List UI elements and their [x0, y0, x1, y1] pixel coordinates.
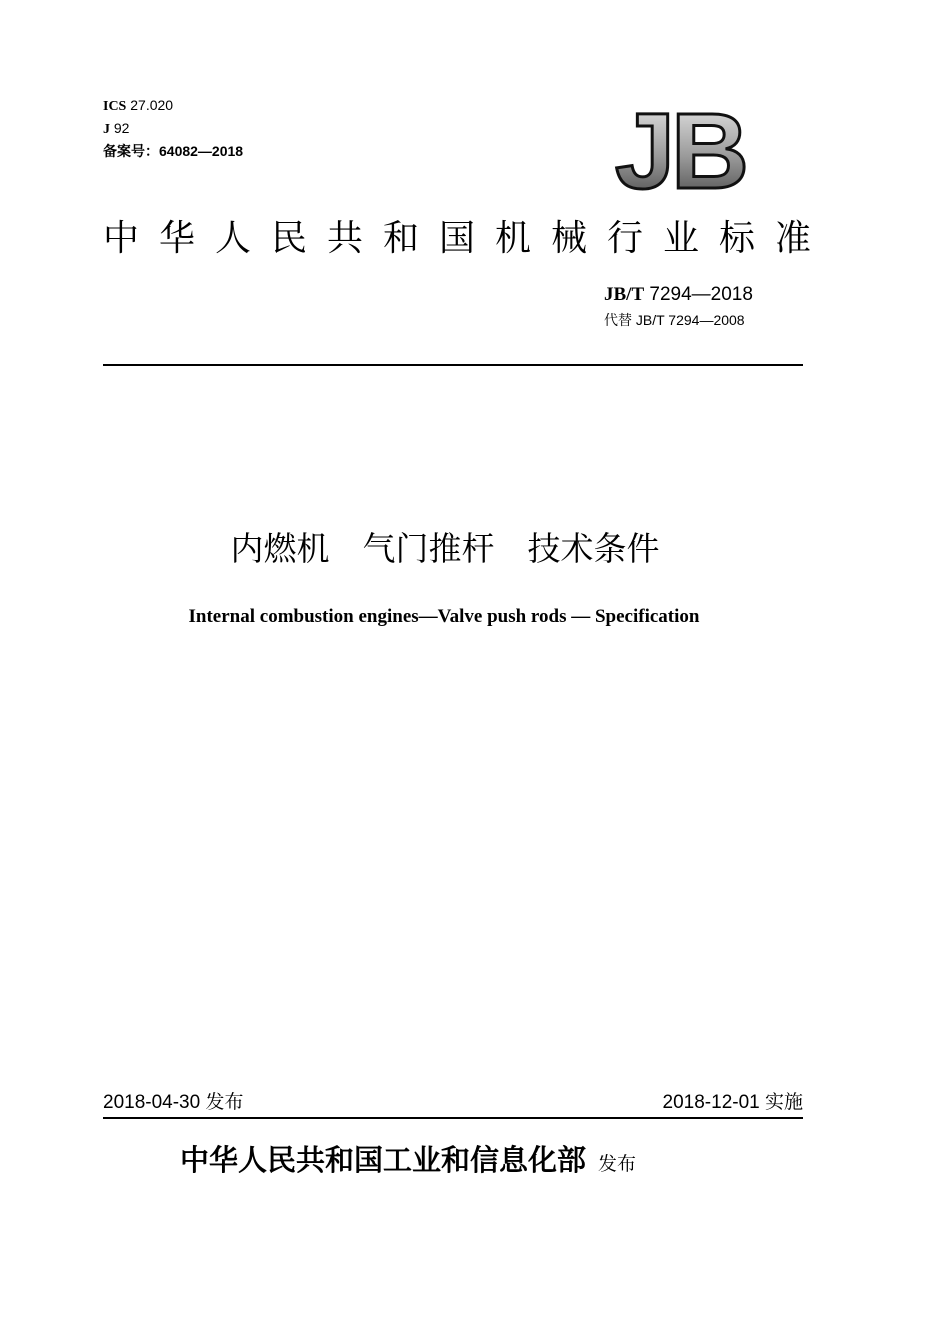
j-value: 92	[110, 120, 130, 136]
document-title-en: Internal combustion engines—Valve push rods — Specification	[188, 606, 700, 627]
classification-code	[103, 117, 129, 141]
standard-prefix: JB/T	[604, 284, 645, 305]
standard-number	[604, 283, 753, 307]
implementation-date: 2018-12-01 实施	[662, 1092, 803, 1113]
ics-value: 27.020	[126, 97, 174, 113]
footer-divider	[103, 1117, 803, 1119]
header-divider	[103, 364, 803, 366]
replaces-standard: 代替 JB/T 7294—2008	[604, 312, 745, 328]
record-number: 备案号：64082—2018	[103, 143, 244, 159]
standard-number-rest: 7294—2018	[644, 284, 753, 305]
j-label: J	[103, 122, 110, 137]
issuer-suffix: 发布	[598, 1153, 637, 1175]
organization-title: 中华人民共和国机械行业标准	[103, 218, 832, 259]
jb-logo	[600, 100, 760, 196]
document-title-cn: 内燃机 气门推杆 技术条件	[230, 529, 660, 568]
issuing-authority	[180, 1140, 636, 1184]
logo-text: JB	[614, 100, 746, 196]
ics-label: ICS	[103, 99, 127, 114]
issuer-name: 中华人民共和国工业和信息化部	[180, 1143, 587, 1177]
publish-date: 2018-04-30 发布	[103, 1092, 244, 1113]
ics-code	[103, 94, 173, 118]
